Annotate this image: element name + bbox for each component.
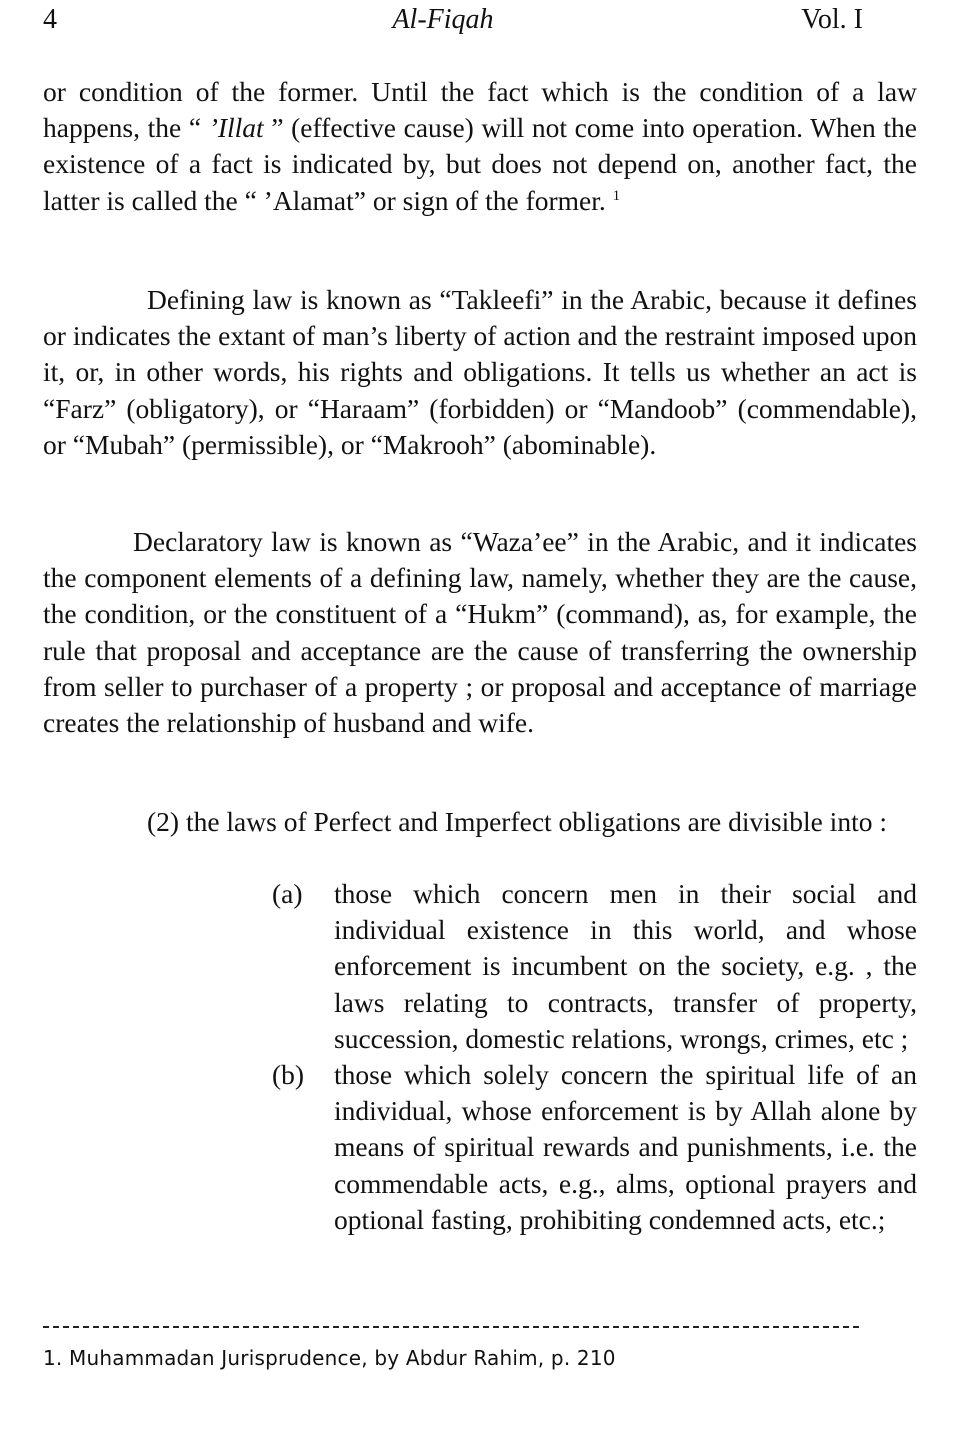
volume-label: Vol. I <box>801 4 863 35</box>
paragraph-obligations <box>43 804 917 840</box>
paragraph-illat <box>43 74 917 219</box>
paragraph-segment: or condition of the former. Until the fact which is the condition of a law happens, the “ <box>43 76 917 144</box>
illat-term: ’Illat <box>208 112 264 144</box>
list-item-text: those which concern men in their social and individual existence in this world, and whose enforcement is incumbent on the society, e.g. , the laws relating to contracts, transfer of property, succession, domestic relations, wrongs, crimes, etc ; <box>334 878 917 1054</box>
list-item <box>272 1057 917 1238</box>
paragraph-text: Declaratory law is known as “Waza’ee” in the Arabic, and it indicates the component elements of a defining law, namely, whether they are the cause, the condition, or the constituent of a “Hukm” (command), as, for example, the rule that proposal and acceptance are the cause of transferring the ownership from seller to purchaser of a property ; or proposal and acceptance of marriage creates the relationship of husband and wife. <box>43 526 917 739</box>
paragraph-defining-law <box>43 282 917 463</box>
footnote-divider <box>43 1326 859 1328</box>
list-item-text: those which solely concern the spiritual life of an individual, whose enforcement is by Allah alone by means of spiritual rewards and punishments, i.e. the commendable acts, e.g., alms, optional prayers and optional fasting, prohibiting condemned acts, etc.; <box>334 1059 917 1235</box>
footnote: 1. Muhammadan Jurisprudence, by Abdur Rahim, p. 210 <box>43 1346 616 1370</box>
paragraph-text: Defining law is known as “Takleefi” in the Arabic, because it defines or indicates the extant of man’s liberty of action and the restraint imposed upon it, or, in other words, his rights and obligations. It tells us whether an act is “Farz” (obligatory), or “Haraam” (forbidden) or “Mandoob” (commendable), or “Mubah” (permissible), or “Makrooh” (abominable). <box>43 284 917 460</box>
list-item <box>272 876 917 1057</box>
list-marker: (b) <box>272 1059 305 1091</box>
footnote-reference[interactable]: 1 <box>612 187 621 204</box>
page-number: 4 <box>43 4 57 35</box>
running-title: Al-Fiqah <box>392 4 494 35</box>
list-marker: (a) <box>272 878 303 909</box>
paragraph-text: (2) the laws of Perfect and Imperfect obligations are divisible into : <box>147 806 887 837</box>
paragraph-text <box>43 74 917 219</box>
paragraph-declaratory-law <box>43 524 917 741</box>
obligations-list <box>272 876 917 1238</box>
paragraph-segment: ” (effective cause) will not come into operation. When the existence of a fact is indicated by, but does not depend on, another fact, the latter is called the “ ’Alamat” or sign of the former. <box>43 112 917 216</box>
page-header <box>43 2 863 38</box>
